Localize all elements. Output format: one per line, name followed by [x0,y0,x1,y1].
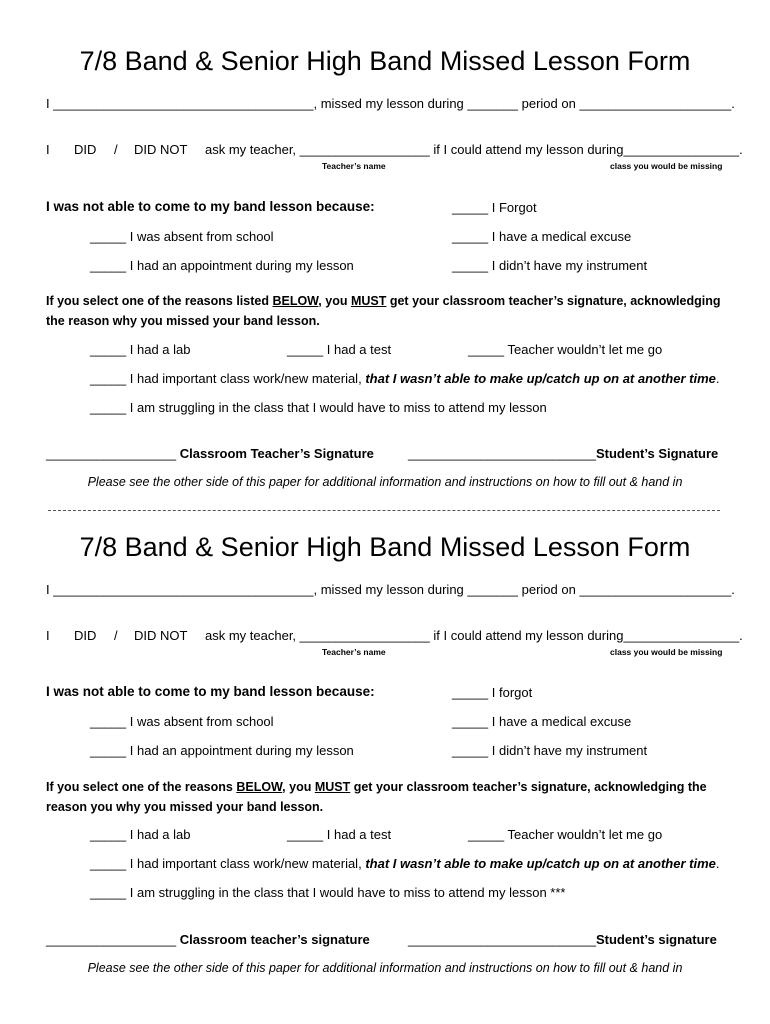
did-option: DID [74,628,97,643]
option-struggling: _____ I am struggling in the class that I would have to miss to attend my lesson *** [90,885,566,900]
option-test: _____ I had a test [287,342,392,357]
reasons-heading: I was not able to come to my band lesson because: [46,684,375,699]
option-classwork: _____ I had important class work/new material, that I wasn’t able to make up/catch up on at another time. [90,371,720,386]
class-missing-caption: class you would be missing [610,647,723,657]
option-teacher-refused: _____ Teacher wouldn’t let me go [468,342,663,357]
option-struggling: _____ I am struggling in the class that I would have to miss to attend my lesson [90,400,547,415]
reasons-heading: I was not able to come to my band lesson because: [46,199,375,214]
did-option: DID [74,142,97,157]
slash-separator: / [114,142,118,157]
teacher-name-caption: Teacher’s name [322,161,386,171]
teacher-signature-field: __________________ Classroom teacher’s signature [46,932,370,947]
reason-forgot: _____ I Forgot [452,200,537,215]
reason-instrument: _____ I didn’t have my instrument [452,258,648,273]
class-missing-caption: class you would be missing [610,161,723,171]
reason-instrument: _____ I didn’t have my instrument [452,743,648,758]
line-i: I [46,142,50,157]
reverse-side-note: Please see the other side of this paper for additional information and instructions on how to fill out & hand in [87,475,683,489]
option-lab: _____ I had a lab [90,342,191,357]
option-classwork: _____ I had important class work/new material, that I wasn’t able to make up/catch up on at another time. [90,856,720,871]
signature-instructions: If you select one of the reasons listed BELOW, you MUST get your classroom teacher’s signature, acknowledging the reason why you missed your band lesson. [46,294,721,328]
option-lab: _____ I had a lab [90,827,191,842]
did-not-option: DID NOT [134,142,188,157]
reason-absent: _____ I was absent from school [90,714,274,729]
name-period-line: I ____________________________________, missed my lesson during _______ period on _____________________. [46,582,735,597]
option-teacher-refused: _____ Teacher wouldn’t let me go [468,827,663,842]
reason-forgot: _____ I forgot [452,685,533,700]
teacher-name-caption: Teacher’s name [322,647,386,657]
reason-absent: _____ I was absent from school [90,229,274,244]
student-signature-field: __________________________Student’s Signature [408,446,719,461]
signature-instructions: If you select one of the reasons BELOW, you MUST get your classroom teacher’s signature, acknowledging the reason you why you missed your band lesson. [46,780,707,814]
ask-teacher-line: ask my teacher, __________________ if I could attend my lesson during________________. [205,142,743,157]
cut-line [48,510,720,511]
slash-separator: / [114,628,118,643]
form-title: 7/8 Band & Senior High Band Missed Lesson Form [79,532,691,562]
did-not-option: DID NOT [134,628,188,643]
reason-appointment: _____ I had an appointment during my lesson [90,743,354,758]
line-i: I [46,628,50,643]
reason-medical: _____ I have a medical excuse [452,714,632,729]
ask-teacher-line: ask my teacher, __________________ if I could attend my lesson during________________. [205,628,743,643]
student-signature-field: __________________________Student’s signature [408,932,717,947]
form-title: 7/8 Band & Senior High Band Missed Lesson Form [79,46,691,76]
reason-medical: _____ I have a medical excuse [452,229,632,244]
reverse-side-note: Please see the other side of this paper for additional information and instructions on how to fill out & hand in [87,961,683,975]
option-test: _____ I had a test [287,827,392,842]
reason-appointment: _____ I had an appointment during my lesson [90,258,354,273]
teacher-signature-field: __________________ Classroom Teacher’s Signature [46,446,374,461]
name-period-line: I ____________________________________, missed my lesson during _______ period on _____________________. [46,96,735,111]
